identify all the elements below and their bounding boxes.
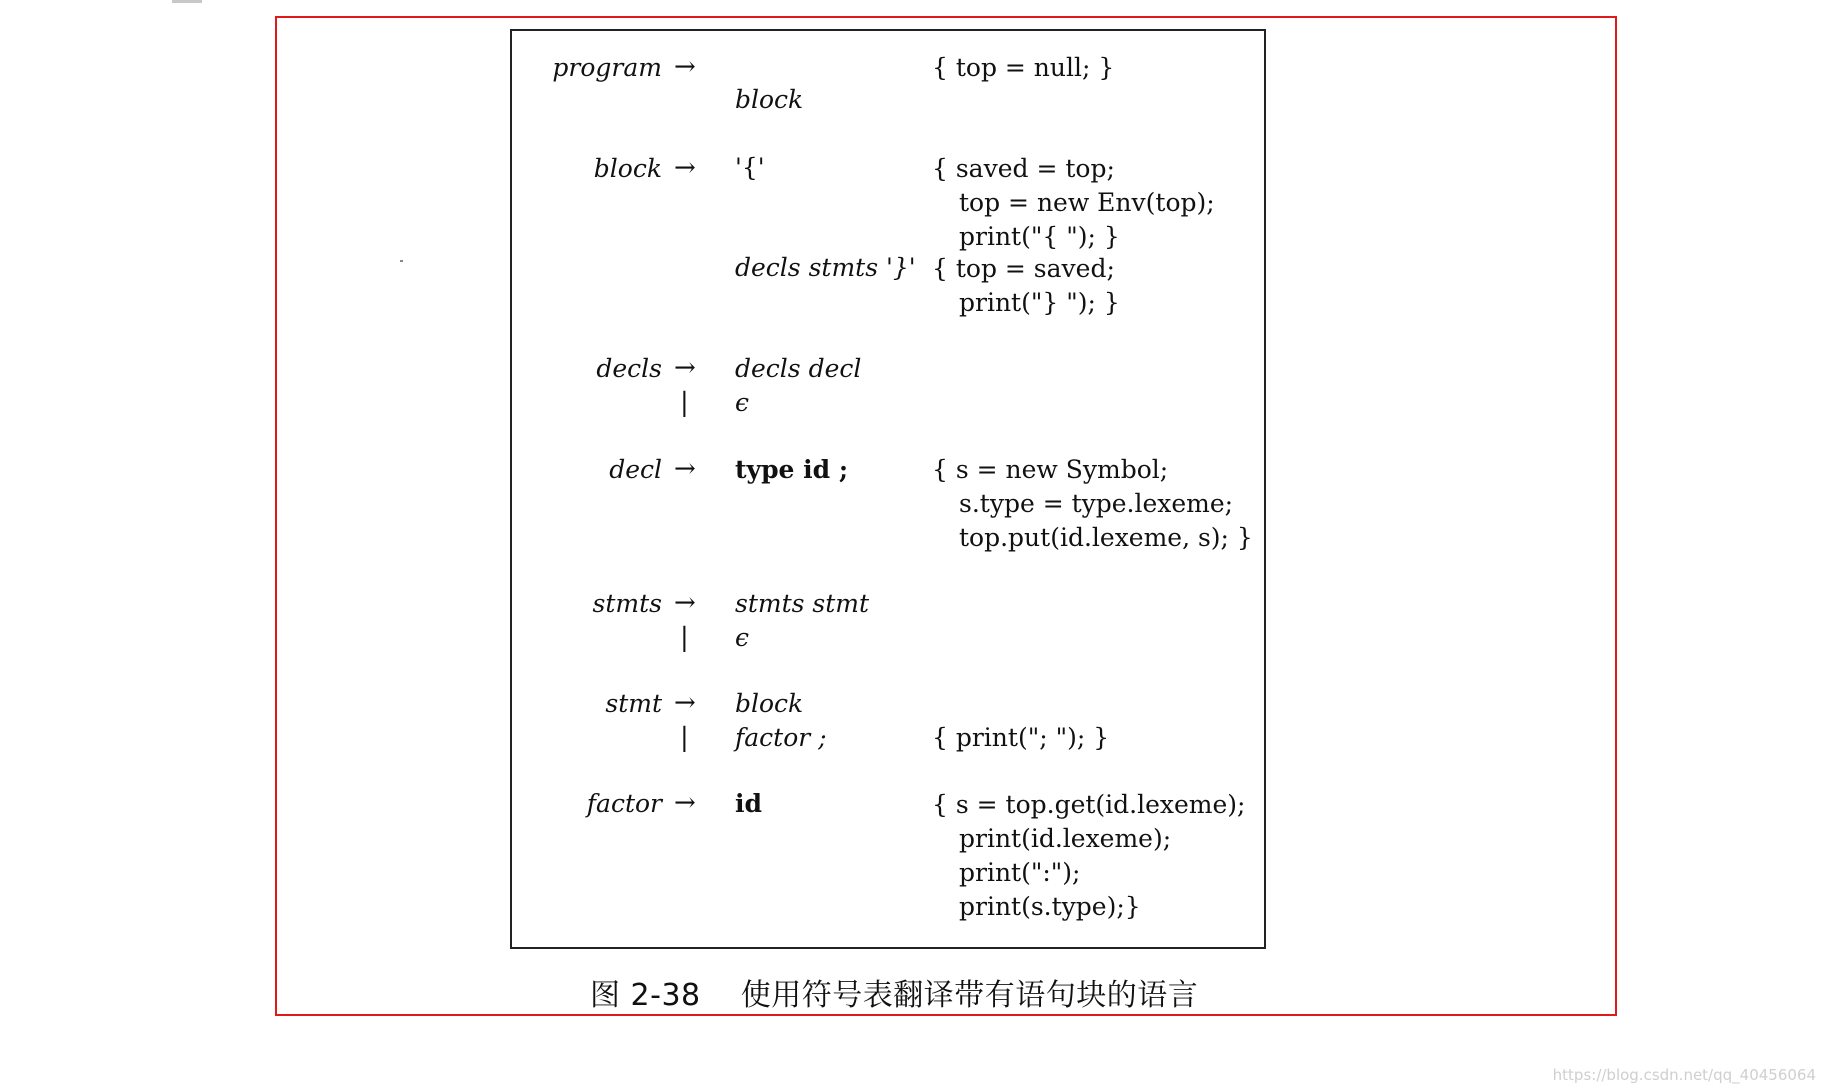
rhs-factor-id: id <box>735 789 762 818</box>
alt-bar: | <box>680 623 689 653</box>
lhs-stmts: stmts <box>592 589 662 618</box>
action-factor-line1: { s = top.get(id.lexeme); <box>932 790 1246 819</box>
arrow-icon: → <box>674 588 696 618</box>
action-factor-line2: print(id.lexeme); <box>959 824 1172 853</box>
action-stmt: { print("; "); } <box>932 723 1110 752</box>
action-block-1-line3: print("{ "); } <box>959 222 1120 251</box>
action-decl-line3: top.put(id.lexeme, s); } <box>959 523 1253 552</box>
rhs-decls-epsilon: ϵ <box>735 388 750 417</box>
alt-bar: | <box>680 723 689 753</box>
rhs-block-open: '{' <box>735 153 765 182</box>
watermark: https://blog.csdn.net/qq_40456064 <box>1552 1066 1816 1084</box>
rhs-decl: type id ; <box>735 455 849 484</box>
top-left-mark <box>172 0 202 3</box>
rhs-stmt-block: block <box>735 689 804 718</box>
grammar-figure <box>510 29 1266 949</box>
figure-caption: 图 2-38 使用符号表翻译带有语句块的语言 <box>590 978 1199 1013</box>
action-block-2-line2: print("} "); } <box>959 288 1120 317</box>
action-block-2-line1: { top = saved; <box>932 254 1115 283</box>
lhs-stmt: stmt <box>605 689 662 718</box>
arrow-icon: → <box>674 153 696 183</box>
action-decl-line2: s.type = type.lexeme; <box>959 489 1234 518</box>
action-factor-line4: print(s.type);} <box>959 892 1141 921</box>
action-block-1-line2: top = new Env(top); <box>959 188 1215 217</box>
rhs-stmts-epsilon: ϵ <box>735 623 750 652</box>
arrow-icon: → <box>674 52 696 82</box>
lhs-decls: decls <box>596 354 662 383</box>
arrow-icon: → <box>674 688 696 718</box>
rhs-stmt-factor: factor ; <box>735 723 827 752</box>
rhs-block-tail: decls stmts '}' <box>735 253 916 282</box>
lhs-factor: factor <box>586 789 662 818</box>
action-decl-line1: { s = new Symbol; <box>932 455 1169 484</box>
arrow-icon: → <box>674 788 696 818</box>
rhs-decls-1: decls decl <box>735 354 862 383</box>
action-factor-line3: print(":"); <box>959 858 1081 887</box>
alt-bar: | <box>680 388 689 418</box>
arrow-icon: → <box>674 454 696 484</box>
action-program: { top = null; } <box>932 53 1115 82</box>
lhs-program: program <box>552 53 662 82</box>
rhs-program-block: block <box>735 85 804 114</box>
lhs-block: block <box>593 154 662 183</box>
action-block-1-line1: { saved = top; <box>932 154 1115 183</box>
lhs-decl: decl <box>609 455 662 484</box>
arrow-icon: → <box>674 353 696 383</box>
rhs-stmts-1: stmts stmt <box>735 589 870 618</box>
